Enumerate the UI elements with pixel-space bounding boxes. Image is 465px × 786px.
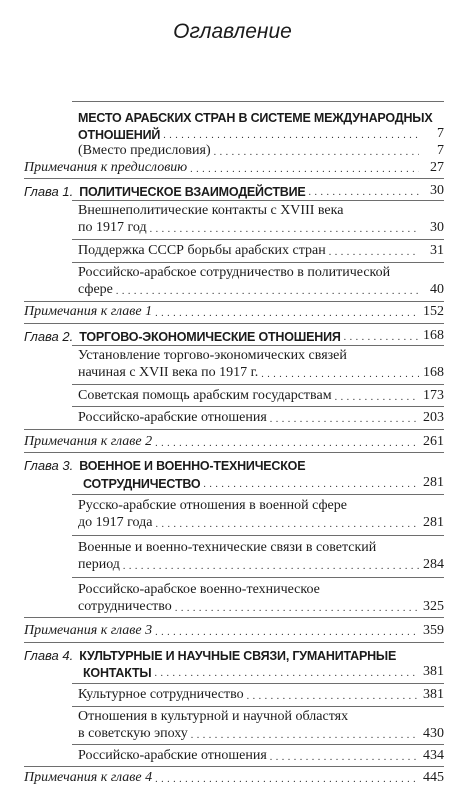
dot-leader bbox=[155, 308, 419, 316]
toc-entry-1-2[interactable] bbox=[24, 242, 444, 259]
page-number: 445 bbox=[423, 770, 444, 785]
dot-leader bbox=[190, 164, 419, 172]
toc-entry-text: Примечания к предисловию bbox=[24, 160, 188, 175]
dot-leader bbox=[247, 691, 419, 699]
section-divider bbox=[24, 429, 444, 430]
toc-entry-ch4-notes[interactable] bbox=[24, 769, 444, 786]
page-number: 261 bbox=[423, 434, 444, 449]
dot-leader bbox=[154, 668, 419, 676]
toc-chapter-4-line1[interactable] bbox=[24, 646, 444, 663]
dot-leader bbox=[191, 730, 419, 738]
toc-entry-text: сфере bbox=[78, 282, 113, 297]
section-divider bbox=[72, 744, 444, 745]
section-divider bbox=[72, 706, 444, 707]
toc-entry-preface-notes[interactable] bbox=[24, 159, 444, 176]
toc-entry-text: МЕСТО АРАБСКИХ СТРАН В СИСТЕМЕ МЕЖДУНАРОДНЫХ bbox=[78, 111, 433, 125]
dot-leader bbox=[203, 479, 419, 487]
toc-entry-text: Русско-арабские отношения в военной сфере bbox=[78, 498, 347, 513]
dot-leader bbox=[175, 603, 419, 611]
toc-entry-text: Отношения в культурной и научной областях bbox=[78, 709, 349, 724]
chapter-title: КОНТАКТЫ bbox=[83, 666, 152, 680]
section-divider bbox=[72, 535, 444, 536]
toc-entry-4-3[interactable] bbox=[24, 747, 444, 764]
section-divider bbox=[24, 642, 444, 643]
toc-entry-text: начиная с XVII века по 1917 г. bbox=[78, 365, 259, 380]
toc-entry-text: Внешнеполитические контакты с XVIII века bbox=[78, 203, 344, 218]
toc-entry-3-1-line2[interactable] bbox=[24, 514, 444, 531]
dot-leader bbox=[344, 332, 419, 340]
toc-entry-text: Поддержка СССР борьбы арабских стран bbox=[78, 243, 326, 258]
section-divider bbox=[24, 323, 444, 324]
toc-chapter-4-line2[interactable] bbox=[24, 663, 444, 680]
toc-chapter-3-line1[interactable] bbox=[24, 456, 444, 473]
toc-entry-text: до 1917 года bbox=[78, 515, 153, 530]
toc-entry-text: Российско-арабское военно-техническое bbox=[78, 582, 320, 597]
dot-leader bbox=[116, 286, 419, 294]
toc-chapter-1[interactable] bbox=[24, 182, 444, 199]
toc-entry-intro-title-line1[interactable] bbox=[24, 108, 444, 125]
dot-leader bbox=[329, 247, 419, 255]
section-divider bbox=[24, 617, 444, 618]
section-divider bbox=[72, 239, 444, 240]
toc-entry-text: в советскую эпоху bbox=[78, 726, 188, 741]
page-number: 168 bbox=[423, 365, 444, 380]
toc-chapter-3-line2[interactable] bbox=[24, 474, 444, 491]
section-divider bbox=[24, 766, 444, 767]
section-divider bbox=[72, 384, 444, 385]
page-number: 7 bbox=[437, 126, 444, 141]
toc-entry-3-3-line1[interactable] bbox=[24, 581, 444, 598]
chapter-title: ВОЕННОЕ И ВОЕННО-ТЕХНИЧЕСКОЕ bbox=[79, 459, 306, 473]
chapter-prefix: Глава 2. bbox=[24, 329, 74, 344]
page-number: 31 bbox=[430, 243, 444, 258]
toc-entry-text: Культурное сотрудничество bbox=[78, 687, 244, 702]
dot-leader bbox=[270, 752, 419, 760]
page-number: 325 bbox=[423, 599, 444, 614]
toc-entry-1-1-line2[interactable] bbox=[24, 219, 444, 236]
dot-leader bbox=[150, 224, 419, 232]
toc-chapter-2[interactable] bbox=[24, 327, 444, 344]
toc-entry-text: Советская помощь арабским государствам bbox=[78, 388, 332, 403]
toc-entry-3-2-line1[interactable] bbox=[24, 539, 444, 556]
toc-entry-1-1-line1[interactable] bbox=[24, 202, 444, 219]
section-divider bbox=[72, 577, 444, 578]
section-divider bbox=[72, 345, 444, 346]
page-number: 173 bbox=[423, 388, 444, 403]
toc-entry-intro-title-line2[interactable] bbox=[24, 125, 444, 142]
section-divider bbox=[72, 200, 444, 201]
page-number: 152 bbox=[423, 304, 444, 319]
toc-entry-1-3-line1[interactable] bbox=[24, 264, 444, 281]
page-number: 168 bbox=[423, 328, 444, 343]
page-number: 359 bbox=[423, 623, 444, 638]
chapter-title: ТОРГОВО-ЭКОНОМИЧЕСКИЕ ОТНОШЕНИЯ bbox=[79, 330, 341, 344]
toc-entry-text: Примечания к главе 1 bbox=[24, 304, 153, 319]
page-number: 381 bbox=[423, 664, 444, 679]
dot-leader bbox=[155, 627, 419, 635]
page-number: 434 bbox=[423, 748, 444, 763]
dot-leader bbox=[270, 414, 419, 422]
toc-entry-text: Примечания к главе 4 bbox=[24, 770, 153, 785]
page-number: 40 bbox=[430, 282, 444, 297]
section-divider bbox=[24, 301, 444, 302]
chapter-title: КУЛЬТУРНЫЕ И НАУЧНЫЕ СВЯЗИ, ГУМАНИТАРНЫЕ bbox=[79, 649, 397, 663]
section-divider bbox=[72, 262, 444, 263]
toc-entry-2-3[interactable] bbox=[24, 409, 444, 426]
page-number: 381 bbox=[423, 687, 444, 702]
toc-entry-text: Российско-арабские отношения bbox=[78, 748, 267, 763]
dot-leader bbox=[123, 561, 419, 569]
section-divider bbox=[72, 683, 444, 684]
toc-entry-ch3-notes[interactable] bbox=[24, 622, 444, 639]
toc-entry-text: (Вместо предисловия) bbox=[78, 143, 211, 158]
toc-entry-1-3-line2[interactable] bbox=[24, 281, 444, 298]
chapter-prefix: Глава 4. bbox=[24, 648, 74, 663]
dot-leader bbox=[261, 369, 419, 377]
section-divider bbox=[72, 406, 444, 407]
toc-entry-ch2-notes[interactable] bbox=[24, 433, 444, 450]
dot-leader bbox=[155, 519, 419, 527]
page-number: 27 bbox=[430, 160, 444, 175]
toc-entry-3-1-line1[interactable] bbox=[24, 497, 444, 514]
page-number: 30 bbox=[430, 183, 444, 198]
toc-entry-text: Российско-арабские отношения bbox=[78, 410, 267, 425]
dot-leader bbox=[163, 130, 419, 138]
toc-entry-ch1-notes[interactable] bbox=[24, 303, 444, 320]
page-title: Оглавление bbox=[173, 20, 292, 43]
toc-entry-2-1-line1[interactable] bbox=[24, 347, 444, 364]
toc-entry-3-2-line2[interactable] bbox=[24, 556, 444, 573]
toc-entry-4-1[interactable] bbox=[24, 686, 444, 703]
section-divider bbox=[24, 452, 444, 453]
page-number: 430 bbox=[423, 726, 444, 741]
page-number: 30 bbox=[430, 220, 444, 235]
chapter-prefix: Глава 1. bbox=[24, 184, 74, 199]
toc-entry-4-2-line2[interactable] bbox=[24, 725, 444, 742]
toc-entry-intro-sub[interactable] bbox=[24, 142, 444, 159]
chapter-title: СОТРУДНИЧЕСТВО bbox=[83, 477, 201, 491]
toc-entry-4-2-line1[interactable] bbox=[24, 708, 444, 725]
toc-entry-text: Примечания к главе 2 bbox=[24, 434, 153, 449]
page-number: 7 bbox=[437, 143, 444, 158]
toc-entry-text: Военные и военно-технические связи в советский bbox=[78, 540, 377, 555]
toc-entry-text: Установление торгово-экономических связей bbox=[78, 348, 347, 363]
section-divider bbox=[72, 101, 444, 102]
chapter-prefix: Глава 3. bbox=[24, 458, 74, 473]
dot-leader bbox=[309, 187, 419, 195]
toc-entry-text: сотрудничество bbox=[78, 599, 172, 614]
toc-entry-3-3-line2[interactable] bbox=[24, 598, 444, 615]
toc-entry-text: по 1917 год bbox=[78, 220, 147, 235]
dot-leader bbox=[335, 392, 419, 400]
page-number: 281 bbox=[423, 475, 444, 490]
toc-entry-text: период bbox=[78, 557, 120, 572]
section-divider bbox=[24, 178, 444, 179]
dot-leader bbox=[155, 774, 419, 782]
page-number: 203 bbox=[423, 410, 444, 425]
dot-leader bbox=[214, 147, 419, 155]
toc-entry-text: Российско-арабское сотрудничество в политической bbox=[78, 265, 391, 280]
chapter-title: ПОЛИТИЧЕСКОЕ ВЗАИМОДЕЙСТВИЕ bbox=[79, 185, 306, 199]
toc-entry-text: ОТНОШЕНИЙ bbox=[78, 128, 161, 142]
section-divider bbox=[72, 494, 444, 495]
page-number: 281 bbox=[423, 515, 444, 530]
toc-entry-text: Примечания к главе 3 bbox=[24, 623, 153, 638]
page-number: 284 bbox=[423, 557, 444, 572]
toc-entry-2-2[interactable] bbox=[24, 387, 444, 404]
dot-leader bbox=[155, 438, 419, 446]
toc-entry-2-1-line2[interactable] bbox=[24, 364, 444, 381]
